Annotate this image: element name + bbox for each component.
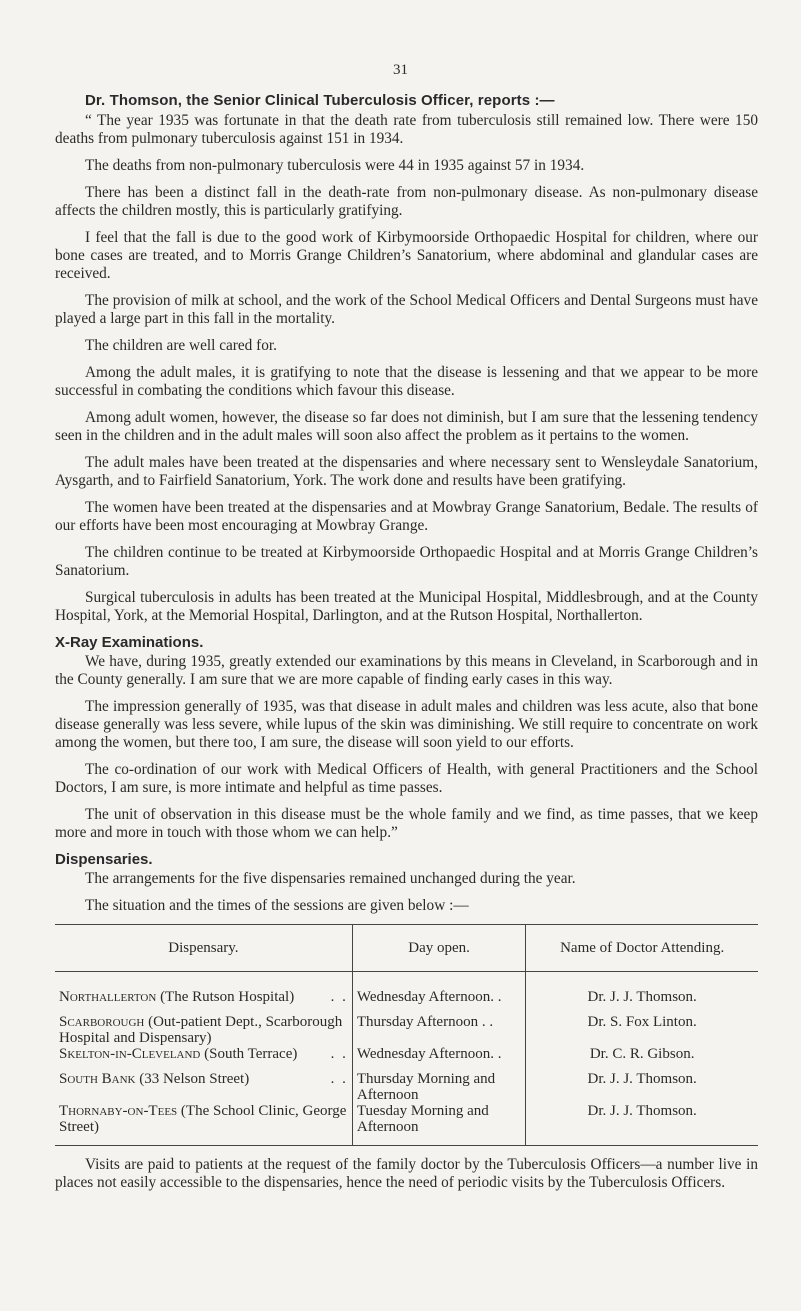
doctor-cell: Dr. J. J. Thomson.: [526, 1103, 758, 1146]
paragraph: The women have been treated at the dispensaries and at Mowbray Grange Sanatorium, Bedale. The results of our efforts have been most encouraging at Mowbray Grange.: [55, 499, 758, 534]
dispensaries-heading: Dispensaries.: [55, 851, 153, 868]
table-header-row: [55, 925, 758, 972]
dispensary-detail: (The School Clinic, George Street): [59, 1103, 347, 1135]
paragraph: The deaths from non-pulmonary tuberculosis were 44 in 1935 against 57 in 1934.: [85, 157, 585, 174]
day-cell: Wednesday Afternoon. .: [352, 1046, 525, 1062]
leader-dots: . .: [330, 1071, 348, 1087]
leader-dots: . .: [330, 989, 348, 1005]
dispensaries-body: [55, 870, 758, 915]
report-heading: Dr. Thomson, the Senior Clinical Tuberculosis Officer, reports :—: [85, 92, 555, 109]
page-number: 31: [393, 62, 408, 78]
table-row: [55, 972, 758, 1006]
paragraph: The co-ordination of our work with Medical Officers of Health, with general Practitioners and the School Doctors, I am sure, is more intimate and helpful as time passes.: [55, 761, 758, 796]
day-cell: Thursday Afternoon . .: [352, 1005, 525, 1046]
dispensary-place: Thornaby-on-Tees: [59, 1103, 178, 1119]
dispensary-detail: (South Terrace): [204, 1046, 298, 1062]
dispensary-detail: (33 Nelson Street): [139, 1071, 250, 1087]
doctor-cell: Dr. C. R. Gibson.: [526, 1046, 758, 1062]
column-header-doctor: Name of Doctor Attending.: [526, 925, 758, 972]
dispensary-place: Northallerton: [59, 989, 157, 1005]
dispensary-cell: [55, 1103, 352, 1146]
dispensary-detail: (The Rutson Hospital): [160, 989, 295, 1005]
table-row: [55, 1005, 758, 1046]
dispensary-cell: [55, 972, 352, 1006]
leader-dots: . .: [330, 1046, 348, 1062]
dispensary-place: Scarborough: [59, 1014, 145, 1030]
paragraph: Among the adult males, it is gratifying to note that the disease is lessening and that we appear to be more successful in combating the conditions which favour this disease.: [55, 364, 758, 399]
page-content: [55, 92, 758, 1201]
doctor-cell: Dr. J. J. Thomson.: [526, 972, 758, 1006]
day-cell: Tuesday Morning and Afternoon: [352, 1103, 525, 1146]
paragraph: We have, during 1935, greatly extended our examinations by this means in Cleveland, in Scarborough and in the County generally. I am sure that we are more capable of finding early cases in this way.: [55, 653, 758, 688]
dispensary-cell: [55, 1062, 352, 1103]
table-row: [55, 1103, 758, 1146]
paragraph: The situation and the times of the sessions are given below :—: [85, 897, 469, 914]
dispensary-cell: [55, 1046, 352, 1062]
dispensary-cell: [55, 1005, 352, 1046]
report-body: [55, 112, 758, 625]
paragraph: There has been a distinct fall in the death-rate from non-pulmonary disease. As non-pulmonary disease affects the children mostly, this is particularly gratifying.: [55, 184, 758, 219]
column-header-day-open: Day open.: [352, 925, 525, 972]
paragraph: The arrangements for the five dispensaries remained unchanged during the year.: [85, 870, 576, 887]
dispensary-sessions-table: [55, 924, 758, 1146]
closing-paragraph: Visits are paid to patients at the request of the family doctor by the Tuberculosis Officers—a number live in places not easily accessible to the dispensaries, hence the need of periodic visits by the Tuberculosis Officers.: [55, 1156, 758, 1191]
paragraph: The children continue to be treated at Kirbymoorside Orthopaedic Hospital and at Morris Grange Children’s Sanatorium.: [55, 544, 758, 579]
table-row: [55, 1062, 758, 1103]
paragraph: The impression generally of 1935, was that disease in adult males and children was less acute, also that bone disease generally was less severe, while lupus of the skin was diminishing. We still require to concentrate on work among the women, but there too, I am sure, the disease will soon yield to our efforts.: [55, 698, 758, 751]
table-row: [55, 1046, 758, 1062]
dispensary-place: Skelton-in-Cleveland: [59, 1046, 201, 1062]
xray-body: [55, 653, 758, 842]
paragraph: Surgical tuberculosis in adults has been treated at the Municipal Hospital, Middlesbrough, and at the County Hospital, York, at the Memorial Hospital, Darlington, and at the Rutson Hospital, Northallerton.: [55, 589, 758, 624]
doctor-cell: Dr. S. Fox Linton.: [526, 1005, 758, 1046]
paragraph: The unit of observation in this disease must be the whole family and we find, as time passes, that we keep more and more in touch with those whom we can help.”: [55, 806, 758, 841]
doctor-cell: Dr. J. J. Thomson.: [526, 1062, 758, 1103]
xray-heading: X-Ray Examinations.: [55, 634, 204, 651]
paragraph: The provision of milk at school, and the work of the School Medical Officers and Dental Surgeons must have played a large part in this fall in the mortality.: [55, 292, 758, 327]
dispensary-place: South Bank: [59, 1071, 136, 1087]
paragraph: The children are well cared for.: [85, 337, 277, 354]
paragraph: “ The year 1935 was fortunate in that the death rate from tuberculosis still remained low. There were 150 deaths from pulmonary tuberculosis against 151 in 1934.: [55, 112, 758, 147]
day-cell: Wednesday Afternoon. .: [352, 972, 525, 1006]
day-cell: Thursday Morning and Afternoon: [352, 1062, 525, 1103]
paragraph: The adult males have been treated at the dispensaries and where necessary sent to Wensleydale Sanatorium, Aysgarth, and to Fairfield Sanatorium, York. The work done and results have been gratifying.: [55, 454, 758, 489]
column-header-dispensary: Dispensary.: [55, 925, 352, 972]
dispensary-detail: (Out-patient Dept., Scarborough Hospital and Dispensary): [59, 1014, 343, 1046]
paragraph: I feel that the fall is due to the good work of Kirbymoorside Orthopaedic Hospital for children, where our bone cases are treated, and to Morris Grange Children’s Sanatorium, where abdominal and glandular cases are received.: [55, 229, 758, 282]
paragraph: Among adult women, however, the disease so far does not diminish, but I am sure that the lessening tendency seen in the children and in the adult males will soon also affect the problem as it pertains to the women.: [55, 409, 758, 444]
